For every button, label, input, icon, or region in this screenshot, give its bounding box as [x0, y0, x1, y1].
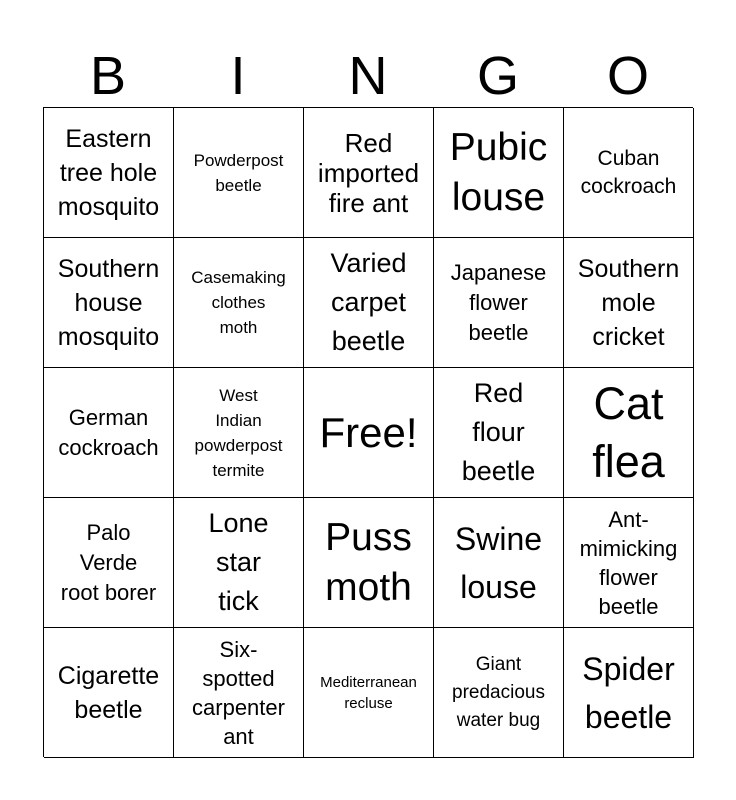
cell-text: Red imported fire ant [317, 127, 420, 218]
bingo-cell[interactable] [44, 368, 174, 498]
cell-text: Mediterranean recluse [320, 673, 417, 712]
cell-text: Ant- mimicking flower beetle [579, 506, 678, 619]
bingo-cell[interactable] [564, 238, 694, 368]
cell-text: Cigarette beetle [57, 661, 160, 724]
bingo-cell[interactable] [434, 498, 564, 628]
cell-text: Pubic louse [449, 125, 548, 219]
free-space-text: Free! [319, 409, 418, 456]
cell-text: Lone star tick [208, 508, 269, 616]
bingo-header [43, 46, 693, 106]
bingo-cell[interactable] [304, 108, 434, 238]
bingo-cell[interactable] [174, 628, 304, 758]
cell-text: Red flour beetle [461, 378, 536, 486]
bingo-cell[interactable] [434, 368, 564, 498]
bingo-cell[interactable] [564, 498, 694, 628]
bingo-cell[interactable] [44, 498, 174, 628]
bingo-cell[interactable] [44, 238, 174, 368]
bingo-cell[interactable] [174, 368, 304, 498]
bingo-cell[interactable] [434, 628, 564, 758]
cell-text: West Indian powderpost termite [194, 385, 283, 480]
cell-text: Casemaking clothes moth [191, 268, 286, 337]
bingo-cell[interactable] [434, 108, 564, 238]
cell-text: Eastern tree hole mosquito [57, 124, 160, 221]
cell-text: Six- spotted carpenter ant [192, 636, 285, 749]
cell-text: Puss moth [325, 515, 412, 609]
bingo-cell[interactable] [304, 628, 434, 758]
bingo-cell[interactable] [304, 498, 434, 628]
bingo-cell[interactable] [564, 108, 694, 238]
bingo-cell[interactable] [174, 238, 304, 368]
header-letter-o: O [606, 46, 649, 106]
bingo-card-grid [43, 107, 693, 757]
bingo-cell[interactable] [564, 368, 694, 498]
cell-text: Powderpost beetle [193, 150, 284, 195]
cell-text: Southern house mosquito [57, 254, 160, 351]
bingo-cell[interactable] [44, 628, 174, 758]
cell-text: Giant predacious water bug [452, 653, 545, 731]
cell-text: Palo Verde root borer [60, 519, 157, 605]
cell-text: Japanese flower beetle [450, 259, 547, 345]
header-letter-i: I [230, 46, 246, 106]
bingo-cell[interactable] [174, 108, 304, 238]
free-space-cell[interactable] [304, 368, 434, 498]
cell-text: Southern mole cricket [577, 254, 680, 351]
header-letter-b: B [89, 46, 127, 106]
cell-text: Varied carpet beetle [330, 248, 407, 356]
bingo-cell[interactable] [174, 498, 304, 628]
cell-text: German cockroach [58, 404, 159, 460]
header-letter-n: N [348, 46, 388, 106]
cell-text: Cuban cockroach [580, 146, 677, 198]
cell-text: Spider beetle [582, 650, 675, 735]
header-letter-g: G [476, 46, 519, 106]
cell-text: Swine louse [454, 520, 543, 605]
bingo-cell[interactable] [564, 628, 694, 758]
bingo-cell[interactable] [434, 238, 564, 368]
cell-text: Cat flea [592, 377, 665, 487]
bingo-cell[interactable] [44, 108, 174, 238]
bingo-cell[interactable] [304, 238, 434, 368]
